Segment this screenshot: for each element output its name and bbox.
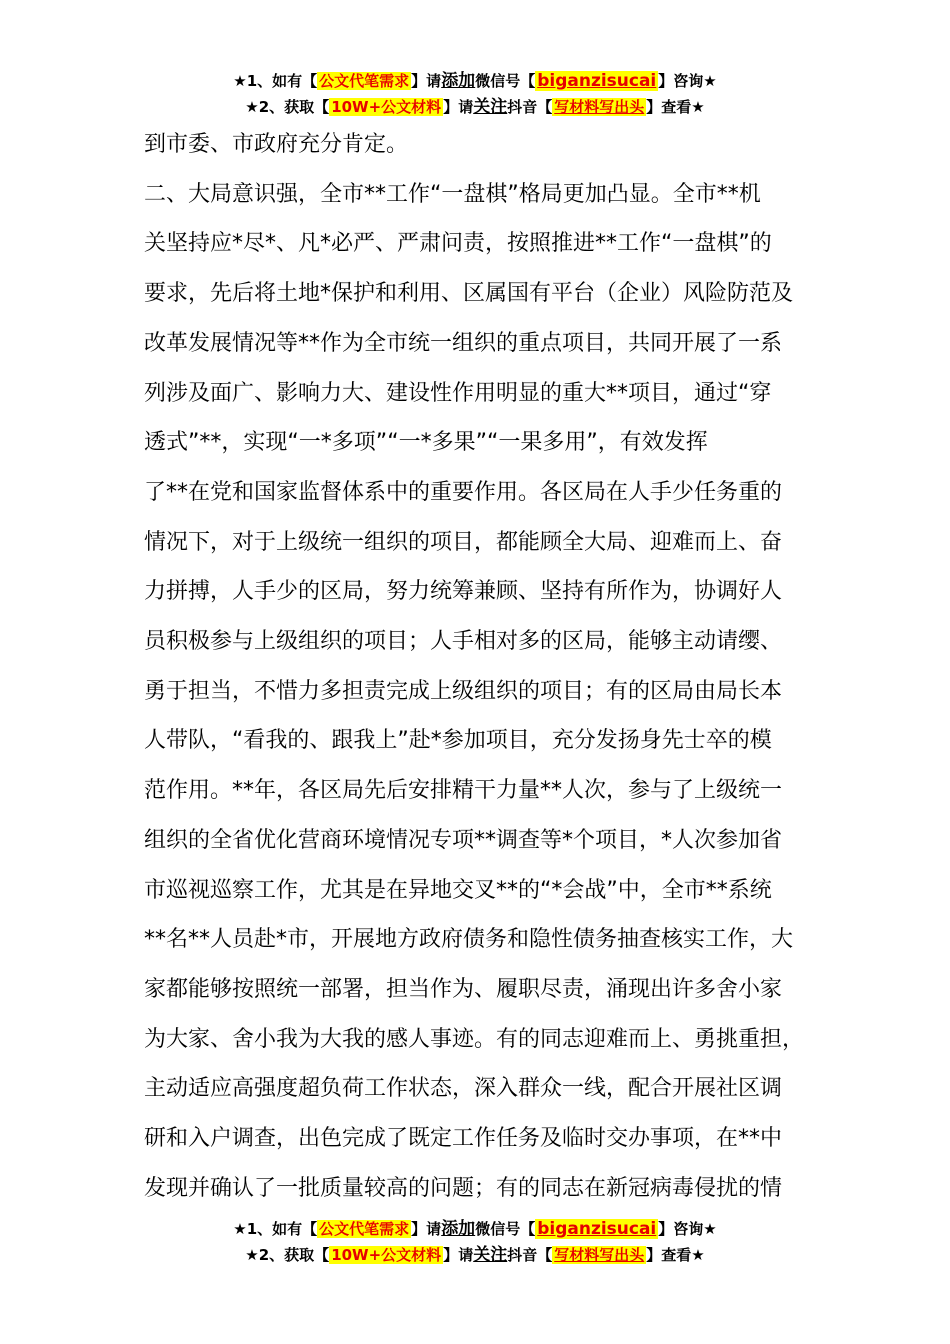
wechat-id-highlight: biganzisucai [537,71,657,91]
banner-highlight: 10W+公文材料 [331,98,442,116]
banner-emphasis: 添加 [441,1219,476,1239]
header-banner [0,68,950,120]
banner-line-2 [0,94,950,120]
banner-text: 抖音【 [507,98,553,116]
body-line: 范作用。**年，各区局先后安排精干力量**人次，参与了上级统一 [144,778,783,804]
banner-line-1 [0,68,950,94]
body-line: 到市委、市政府充分肯定。 [144,132,409,157]
banner-text: 】查看★ [646,1246,705,1264]
body-line: 为大家、舍小我为大我的感人事迹。有的同志迎难而上、勇挑重担， [144,1026,805,1052]
body-line: 了**在党和国家监督体系中的重要作用。各区局在人手少任务重的 [144,479,783,505]
body-line: 情况下，对于上级统一组织的项目，都能顾全大局、迎难而上、奋 [144,529,783,555]
douyin-id-highlight: 写材料写出头 [554,98,645,116]
banner-text: 】请 [443,98,474,116]
body-line: 组织的全省优化营商环境情况专项**调查等*个项目，*人次参加省 [144,827,783,853]
banner-text: 】请 [411,72,442,90]
wechat-id-highlight: biganzisucai [537,1219,657,1239]
body-line: 研和入户调查，出色完成了既定工作任务及临时交办事项，在**中 [144,1126,783,1152]
douyin-id-highlight: 写材料写出头 [554,1246,645,1264]
body-line: 发现并确认了一批质量较高的问题；有的同志在新冠病毒侵扰的情 [144,1175,783,1201]
body-line: **名**人员赴*市，开展地方政府债务和隐性债务抽查核实工作，大 [144,927,794,953]
body-line: 透式”**，实现“一*多项”“一*多果”“一果多用”，有效发挥 [144,430,708,456]
banner-text: 微信号【 [475,1220,536,1238]
body-line: 力拼搏，人手少的区局，努力统筹兼顾、坚持有所作为，协调好人 [144,579,783,605]
banner-emphasis: 添加 [441,71,476,91]
banner-line-2 [0,1242,950,1268]
banner-highlight: 10W+公文材料 [331,1246,442,1264]
body-line: 关坚持应*尽*、凡*必严、严肃问责，按照推进**工作“一盘棋”的 [144,231,772,257]
banner-text: 】咨询★ [658,72,717,90]
body-line: 列涉及面广、影响力大、建设性作用明显的重大**项目，通过“穿 [144,380,772,406]
banner-highlight: 公文代笔需求 [319,1220,410,1238]
banner-highlight: 公文代笔需求 [319,72,410,90]
body-line: 员积极参与上级组织的项目；人手相对多的区局，能够主动请缨、 [144,629,783,655]
body-line: 二、大局意识强，全市**工作“一盘棋”格局更加凸显。全市**机 [144,181,761,207]
body-line: 人带队，“看我的、跟我上”赴*参加项目，充分发扬身先士卒的模 [144,728,772,754]
banner-text: 】请 [411,1220,442,1238]
banner-text: ★2、获取【 [245,98,330,116]
banner-emphasis: 关注 [473,1245,508,1265]
banner-text: 微信号【 [475,72,536,90]
banner-text: 抖音【 [507,1246,553,1264]
banner-text: ★2、获取【 [245,1246,330,1264]
document-body [144,120,812,1213]
banner-text: ★1、如有【 [233,1220,318,1238]
banner-line-1 [0,1216,950,1242]
body-line: 勇于担当，不惜力多担责完成上级组织的项目；有的区局由局长本 [144,678,783,704]
banner-text: 】查看★ [646,98,705,116]
body-line: 要求，先后将土地*保护和利用、区属国有平台（企业）风险防范及 [144,281,794,307]
body-line: 改革发展情况等**作为全市统一组织的重点项目，共同开展了一系 [144,330,783,356]
banner-text: ★1、如有【 [233,72,318,90]
body-line: 主动适应高强度超负荷工作状态，深入群众一线，配合开展社区调 [144,1076,783,1102]
banner-text: 】请 [443,1246,474,1264]
body-line: 家都能够按照统一部署，担当作为、履职尽责，涌现出许多舍小家 [144,976,783,1002]
footer-banner [0,1216,950,1268]
banner-text: 】咨询★ [658,1220,717,1238]
banner-emphasis: 关注 [473,97,508,117]
body-line: 市巡视巡察工作，尤其是在异地交叉**的“*会战”中，全市**系统 [144,877,772,903]
